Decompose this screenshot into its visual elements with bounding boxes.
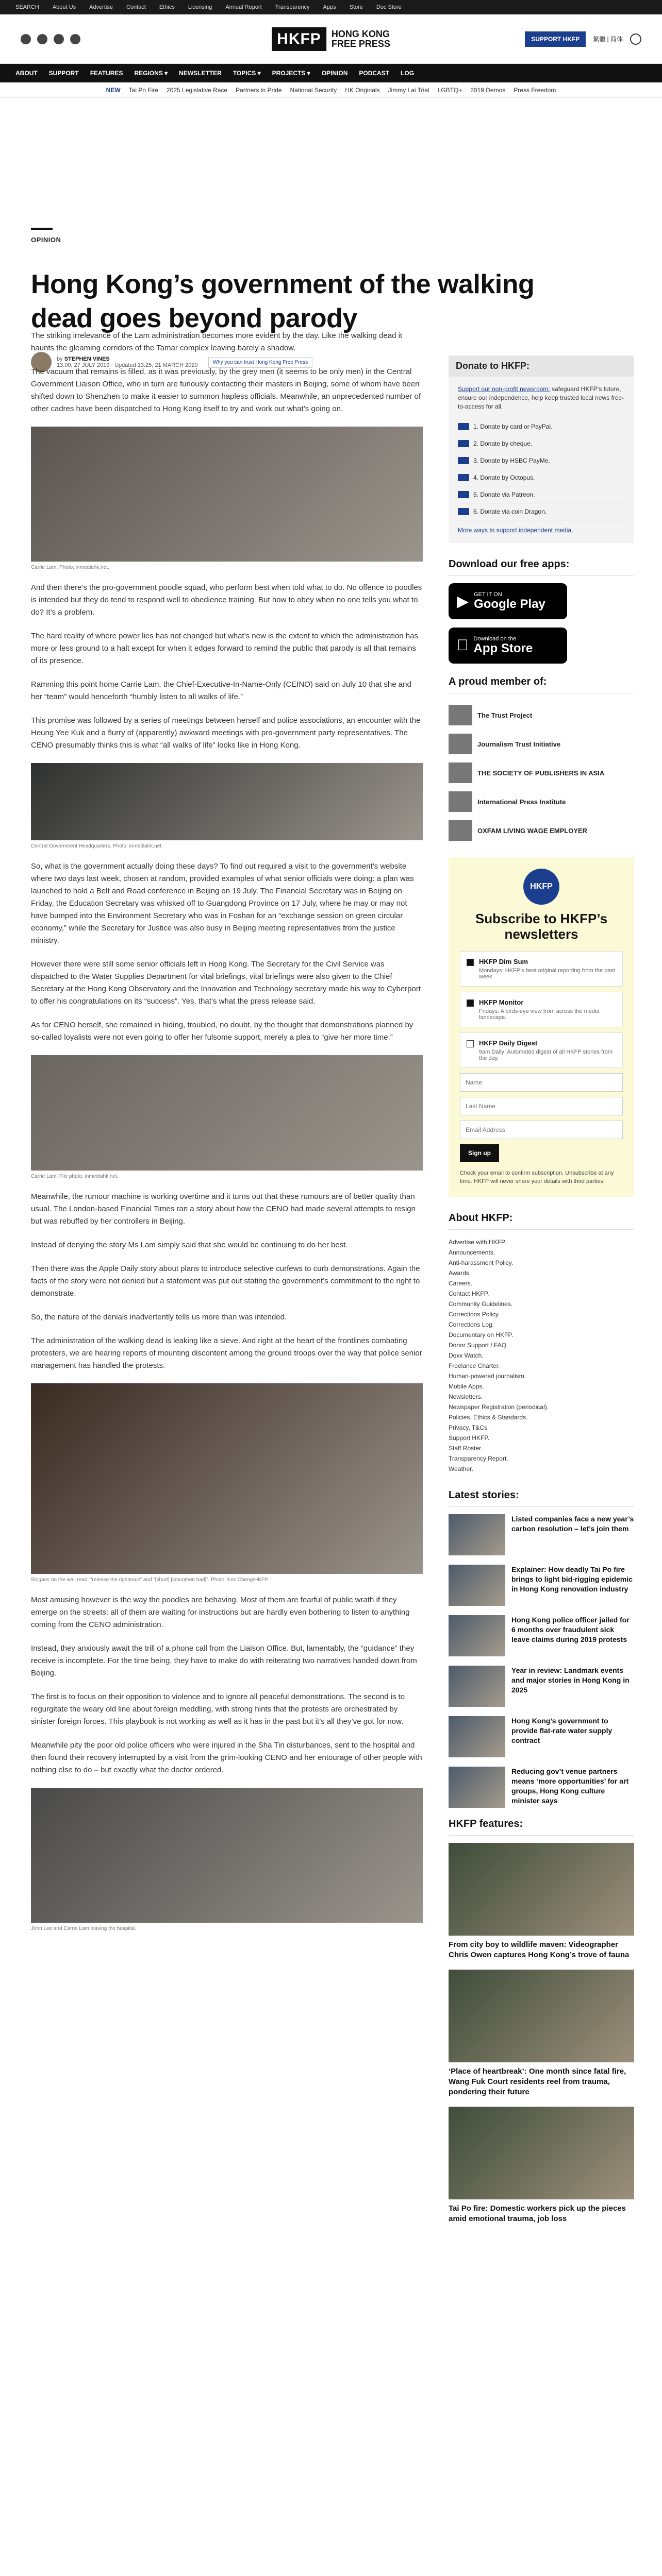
figure-caption: Slogans on the wall read: “release the righteous” and “[short] [smoothen bad]”. Photo: Kris Cheng/HKFP.: [31, 1577, 269, 1583]
name-input[interactable]: [460, 1073, 623, 1092]
about-link[interactable]: Contact HKFP.: [449, 1290, 489, 1297]
logo-line2: FREE PRESS: [331, 38, 390, 49]
member-name: International Press Institute: [477, 798, 566, 806]
article-paragraph: The vacuum that remains is filled, as it was previously, by the grey men (it seems to be only men) in the Central Government Liaison Office, who in turn are furiously contacting their masters in Beijing, some of whom have been shifted down to Shenzhen to make it easier to summon hapless officials. Meanwhile, an unprecedented number of other cadres have been dispatched to Hong Kong itself to try and work out what’s going on.: [31, 367, 421, 413]
newsletter-desc: 9am Daily: Automated digest of all HKFP stories from the day.: [479, 1049, 613, 1061]
about-title: About HKFP:: [449, 1212, 634, 1230]
article-figure: [31, 1788, 423, 1931]
masthead: [0, 14, 662, 64]
payment-icon: [458, 440, 469, 447]
feature-story[interactable]: [449, 1970, 634, 2097]
article-paragraph: However there were still some senior officials left in Hong Kong. The Secretary for the Civil Service was dispatched to the Water Supplies Department for vital briefings, vital briefings were also given to the Chief Secretary at the Hong Kong Observatory and the Innovation and Technology secretary made his way to Cyberport to offer his congratulations on its “success”. Yes, that’s what the press release said.: [31, 960, 421, 1006]
story-thumbnail[interactable]: [449, 1666, 505, 1707]
topbar-link[interactable]: SEARCH: [15, 4, 39, 10]
article-photo: [31, 427, 423, 562]
about-link[interactable]: Corrections Policy.: [449, 1311, 500, 1318]
donate-intro-text: safeguard HKFP’s future, ensure our independence, help keep trusted local news free-to-access for all.: [458, 385, 624, 410]
more-ways-link[interactable]: More ways to support independent media.: [458, 527, 573, 534]
about-link[interactable]: Human-powered journalism.: [449, 1372, 526, 1380]
article-headline: Hong Kong’s government of the walking dead goes beyond parody: [31, 269, 535, 333]
article-photo: [31, 1788, 423, 1923]
newsletter-checkbox[interactable]: [467, 1040, 474, 1047]
member-org[interactable]: [449, 701, 634, 730]
top-utility-bar: [0, 0, 662, 14]
apple-icon: [457, 637, 469, 654]
latest-story[interactable]: [449, 1767, 634, 1808]
about-link[interactable]: Mobile Apps.: [449, 1383, 484, 1390]
subnav-link[interactable]: Jimmy Lai Trial: [388, 86, 429, 94]
latest-title: Latest stories:: [449, 1489, 634, 1507]
about-link[interactable]: Support HKFP.: [449, 1434, 490, 1442]
account-icon[interactable]: [630, 33, 641, 45]
member-org[interactable]: [449, 758, 634, 787]
author-name[interactable]: STEPHEN VINES: [64, 356, 110, 362]
nav-item[interactable]: ABOUT: [15, 70, 38, 77]
payment-icon: [458, 457, 469, 464]
member-logo-icon: [449, 791, 472, 812]
subnav-link[interactable]: Press Freedom: [514, 86, 556, 94]
article-paragraph: The hard reality of where power lies has not changed but what’s new is the extent to which the administration has more or less ground to a halt except for when it edges forward to remind the public that parody is all that remains of its presence.: [31, 632, 418, 665]
nav-item[interactable]: REGIONS ▾: [134, 70, 168, 77]
story-title[interactable]: Reducing gov’t venue partners means ‘more opportunities’ for art groups, Hong Kong culture minister says: [511, 1767, 629, 1805]
logo-mark: HKFP: [272, 27, 326, 51]
language-switcher[interactable]: 繁體 | 简体: [593, 36, 623, 43]
donate-option[interactable]: [458, 469, 625, 486]
latest-story[interactable]: [449, 1565, 634, 1606]
sidebar: [449, 355, 634, 2233]
member-name: THE SOCIETY OF PUBLISHERS IN ASIA: [477, 769, 605, 777]
feature-title[interactable]: Tai Po fire: Domestic workers pick up the pieces amid emotional trauma, job loss: [449, 2204, 626, 2223]
donate-option[interactable]: [458, 503, 625, 520]
new-label: NEW: [106, 86, 121, 94]
about-link[interactable]: Weather.: [449, 1465, 473, 1472]
donate-option-label: 3. Donate by HSBC PayMe.: [473, 457, 550, 464]
feature-image[interactable]: [449, 1970, 634, 2062]
member-logo-icon: [449, 820, 472, 841]
donate-option-label: 2. Donate by cheque.: [473, 440, 533, 447]
donate-intro-link[interactable]: Support our non-profit newsroom:: [458, 385, 550, 393]
article-figure: [31, 427, 423, 570]
donate-option-label: 6. Donate via coin Dragon.: [473, 508, 547, 515]
about-link[interactable]: Transparency Report.: [449, 1455, 508, 1462]
about-link[interactable]: Newspaper Registration (periodical).: [449, 1403, 549, 1411]
logo-line1: HONG KONG: [331, 28, 390, 39]
features-title: HKFP features:: [449, 1818, 634, 1836]
subnav-link[interactable]: LGBTQ+: [437, 86, 462, 94]
newsletter-name: HKFP Dim Sum: [479, 958, 528, 965]
figure-caption: Central Government Headquarters. Photo: inmediahk.net.: [31, 843, 163, 849]
about-link[interactable]: Corrections Log.: [449, 1321, 494, 1328]
about-link[interactable]: Documentary on HKFP.: [449, 1331, 514, 1338]
topbar-link[interactable]: Ethics: [159, 4, 175, 10]
topbar-link[interactable]: About Us: [52, 4, 76, 10]
donate-box: [449, 355, 634, 543]
nav-item[interactable]: SUPPORT: [48, 70, 79, 77]
last-name-input[interactable]: [460, 1097, 623, 1115]
figure-caption: Carrie Lam. Photo: inmediahk.net.: [31, 565, 109, 570]
feature-title[interactable]: ‘Place of heartbreak’: One month since fatal fire, Wang Fuk Court residents reel from trauma, pondering their future: [449, 2067, 626, 2096]
about-link[interactable]: Careers.: [449, 1280, 473, 1287]
about-link[interactable]: Staff Roster.: [449, 1445, 483, 1452]
member-org[interactable]: [449, 816, 634, 845]
story-title[interactable]: Hong Kong’s government to provide flat-rate water supply contract: [511, 1717, 613, 1744]
article-paragraph: Instead, they anxiously await the trill of a phone call from the Liaison Office. But, lamentably, the “guidance” they receive is incomplete. For the time being, they have to make do with reiterating two narratives handed down from Beijing.: [31, 1644, 417, 1677]
newsletter-option[interactable]: [460, 1032, 623, 1068]
social-icons: [21, 34, 80, 44]
payment-icon: [458, 491, 469, 498]
article-paragraph: The striking irrelevance of the Lam administration becomes more evident by the day. Like the walking dead it haunts the gleaming corridors of the Tamar complex leaving barely a shadow.: [31, 331, 403, 352]
newsletter-option[interactable]: [460, 992, 623, 1027]
latest-story[interactable]: [449, 1514, 634, 1555]
newsletter-logo: HKFP: [523, 869, 559, 905]
about-link[interactable]: Advertise with HKFP.: [449, 1239, 506, 1246]
member-org[interactable]: [449, 730, 634, 758]
signup-button[interactable]: Sign up: [460, 1144, 499, 1162]
subnav-link[interactable]: National Security: [290, 86, 337, 94]
article-figure: [31, 1055, 423, 1179]
main-nav: [0, 64, 662, 82]
feature-title[interactable]: From city boy to wildlife maven: Videographer Chris Owen captures Hong Kong’s trove of fauna: [449, 1940, 630, 1959]
email-input[interactable]: [460, 1121, 623, 1139]
newsletter-name: HKFP Daily Digest: [479, 1039, 538, 1047]
nav-item[interactable]: TOPICS ▾: [233, 70, 261, 77]
article-photo: [31, 763, 423, 840]
topbar-link[interactable]: Store: [349, 4, 363, 10]
topbar-link[interactable]: Doc Store: [376, 4, 402, 10]
member-name: OXFAM LIVING WAGE EMPLOYER: [477, 826, 588, 835]
feature-image[interactable]: [449, 2107, 634, 2199]
latest-story[interactable]: [449, 1716, 634, 1757]
story-thumbnail[interactable]: [449, 1716, 505, 1757]
latest-story[interactable]: [449, 1666, 634, 1707]
twitter-icon[interactable]: [37, 34, 47, 44]
about-link[interactable]: Newsletters.: [449, 1393, 483, 1400]
newsletter-desc: Mondays: HKFP’s best original reporting from the past week.: [479, 968, 615, 980]
article-photo: [31, 1383, 423, 1574]
article-paragraph: The first is to focus on their opposition to violence and to ignore all peaceful demonstrations. The second is to regurgitate the weary old line about foreign meddling, with strong hints that the protests are orchestrated by sinister foreign forces. This playbook is not working as well as it has in the past but it’s all they’ve got for now.: [31, 1692, 405, 1726]
support-hkfp-button[interactable]: SUPPORT HKFP: [525, 31, 586, 47]
newsletter-checkbox[interactable]: [467, 959, 474, 966]
donate-option-label: 4. Donate by Octopus.: [473, 474, 535, 481]
nav-item[interactable]: OPINION: [321, 70, 348, 77]
about-link[interactable]: Doxx Watch.: [449, 1352, 484, 1359]
article-paragraph: So, the nature of the denials inadvertently tells us more than was intended.: [31, 1313, 287, 1321]
play-small: GET IT ON: [474, 591, 502, 598]
about-link[interactable]: Policies, Ethics & Standards.: [449, 1414, 528, 1421]
member-name: The Trust Project: [477, 711, 533, 719]
story-thumbnail[interactable]: [449, 1615, 505, 1656]
play-big: Google Play: [474, 597, 545, 611]
section-label[interactable]: OPINION: [31, 236, 61, 244]
byline: by STEPHEN VINES 13:00, 27 JULY 2019 · Updated 13:25, 21 MARCH 2020 Why you can trust Hong Kong Free Press: [31, 352, 631, 372]
topbar-link[interactable]: Transparency: [275, 4, 310, 10]
donate-intro: [458, 385, 625, 411]
about-link[interactable]: Anti-harassment Policy.: [449, 1259, 514, 1266]
feature-image[interactable]: [449, 1843, 634, 1936]
subnav-link[interactable]: Partners in Pride: [236, 86, 282, 94]
nav-item[interactable]: PROJECTS ▾: [272, 70, 310, 77]
app-store-button[interactable]: [449, 628, 567, 664]
subnav-link[interactable]: Tai Po Fire: [128, 86, 159, 94]
subnav-link[interactable]: HK Originals: [345, 86, 380, 94]
article-photo: [31, 1055, 423, 1171]
article-paragraph: And then there’s the pro-government poodle squad, who perform best when told what to do. No offence to poodles is intended but they do tend to respond well to obedience training. But how to obey when no one tells you what to do? It’s a problem.: [31, 583, 422, 617]
member-name: Journalism Trust Initiative: [477, 740, 561, 748]
donate-option[interactable]: [458, 418, 625, 435]
story-title[interactable]: Listed companies face a new year’s carbon resolution – let’s join them: [511, 1515, 634, 1533]
apple-small: Download on the: [462, 636, 505, 642]
donate-title: Donate to HKFP:: [449, 355, 634, 377]
topbar-link[interactable]: Contact: [126, 4, 146, 10]
member-logo-icon: [449, 762, 472, 783]
donate-option[interactable]: [458, 486, 625, 503]
article-paragraph: The administration of the walking dead is leaking like a sieve. And right at the heart of the frontlines combating protesters, we are hearing reports of mounting discontent among the ground troops over the way that police senior management has handled the protests.: [31, 1336, 422, 1370]
payment-icon: [458, 423, 469, 430]
about-link[interactable]: Announcements.: [449, 1249, 495, 1256]
article-dates: 13:00, 27 JULY 2019 · Updated 13:25, 21 MARCH 2020: [57, 362, 198, 368]
about-link[interactable]: Privacy, T&Cs.: [449, 1424, 489, 1431]
payment-icon: [458, 508, 469, 515]
newsletter-checkbox[interactable]: [467, 999, 474, 1007]
nav-item[interactable]: NEWSLETTER: [179, 70, 222, 77]
newsletter-title: Subscribe to HKFP’s newsletters: [475, 911, 608, 942]
donate-option-label: 1. Donate by card or PayPal.: [473, 423, 553, 430]
about-link[interactable]: Donor Support / FAQ.: [449, 1342, 508, 1349]
article-figure: [31, 763, 423, 849]
apple-big: App Store: [462, 641, 521, 655]
latest-story[interactable]: [449, 1615, 634, 1656]
article-paragraph: Ramming this point home Carrie Lam, the Chief-Executive-In-Name-Only (CEINO) said on July 10 that she and her “team” would henceforth “humbly listen to all walks of life.”: [31, 680, 411, 701]
topbar-link[interactable]: Licensing: [188, 4, 212, 10]
story-thumbnail[interactable]: [449, 1514, 505, 1555]
article-paragraph: Instead of denying the story Ms Lam simply said that she would be continuing to do her best.: [31, 1241, 348, 1249]
feature-story[interactable]: [449, 1843, 634, 1960]
newsletter-name: HKFP Monitor: [479, 998, 524, 1006]
member-org[interactable]: [449, 787, 634, 816]
story-title[interactable]: Hong Kong police officer jailed for 6 months over fraudulent sick leave claims during 2019 protests: [511, 1616, 630, 1643]
article-paragraph: Meanwhile, the rumour machine is working overtime and it turns out that these rumours are of better quality than usual. The London-based Financial Times ran a story about how the CENO had made several attempts to resign but was rebuffed by her controllers in Beijing.: [31, 1192, 416, 1226]
story-title[interactable]: Year in review: Landmark events and major stories in Hong Kong in 2025: [511, 1666, 630, 1694]
newsletter-note: Check your email to confirm subscription. Unsubscribe at any time. HKFP will never share your details with third parties.: [460, 1170, 614, 1184]
topbar-link[interactable]: Advertise: [89, 4, 113, 10]
article-body: [31, 330, 423, 1943]
about-link[interactable]: Community Guidelines.: [449, 1300, 513, 1308]
apps-title: Download our free apps:: [449, 558, 634, 576]
member-logo-icon: [449, 734, 472, 754]
nav-item[interactable]: FEATURES: [90, 70, 123, 77]
donate-option[interactable]: [458, 435, 625, 452]
figure-caption: Carrie Lam. File photo: inmediahk.net.: [31, 1174, 119, 1179]
about-link[interactable]: Freelance Charter.: [449, 1362, 500, 1369]
article-figure: [31, 1383, 423, 1583]
nav-item[interactable]: LOG: [401, 70, 415, 77]
article-paragraph: So, what is the government actually doing these days? To find out required a visit to the government’s website where two days last week, chosen at random, provided examples of what senior officials were doing: a plan was launched to hold a Belt and Road conference in Beijing on 19 July. The Financial Secretary was in Beijing on Friday, the Education Secretary was whisked off to Guangdong Province on 17 July, where he may or may not have bumped into the Environment Secretary who was in Foshan for an “exchange session on green circular economy,” while the Secretary for Justice was also busy in Beijing meeting representatives from the justice ministry.: [31, 862, 414, 945]
member-logo-icon: [449, 705, 472, 725]
nav-item[interactable]: PODCAST: [359, 70, 390, 77]
google-play-button[interactable]: [449, 583, 567, 619]
logo-wordmark: [332, 29, 390, 49]
about-list: [449, 1237, 634, 1474]
figure-caption: John Lee and Carrie Lam leaving the hospital.: [31, 1926, 137, 1931]
article-paragraph: Meanwhile pity the poor old police officers who were injured in the Sha Tin disturbances, sent to the hospital and then found their recovery interrupted by a visit from the grim-looking CENO and her entourage of other people with nothing else to do – but exactly what the doctor ordered.: [31, 1741, 422, 1774]
article-paragraph: Most amusing however is the way the poodles are behaving. Most of them are fearful of public wrath if they emerge on the streets: all of them are waiting for instructions but are hardly even bothering to listen to anything coming from the CENO administration.: [31, 1596, 410, 1629]
topbar-link[interactable]: Apps: [323, 4, 336, 10]
story-thumbnail[interactable]: [449, 1767, 505, 1808]
article-paragraph: As for CENO herself, she remained in hiding, troubled, no doubt, by the thought that demonstrations planned by so-called loyalists were not even going to offer her fulsome support, merely a plea to “give her more time.”: [31, 1021, 413, 1042]
newsletter-desc: Fridays: A birds-eye view from across the media landscape.: [479, 1008, 600, 1021]
play-store-icon: ▶: [457, 592, 469, 610]
trust-link[interactable]: Why you can trust Hong Kong Free Press: [208, 357, 313, 368]
newsletter-option[interactable]: [460, 951, 623, 987]
story-title[interactable]: Explainer: How deadly Tai Po fire brings to light bid-rigging epidemic in Hong Kong renovation industry: [511, 1565, 633, 1593]
instagram-icon[interactable]: [54, 34, 64, 44]
site-logo[interactable]: [272, 27, 390, 51]
topbar-link[interactable]: Annual Report: [225, 4, 262, 10]
donate-option-label: 5. Donate via Patreon.: [473, 491, 535, 498]
youtube-icon[interactable]: [70, 34, 80, 44]
article-paragraph: Then there was the Apple Daily story about plans to introduce selective curfews to curb demonstrations. Again the facts of the story were not denied but a statement was put out stating the government’s commitment to the right to demonstrate.: [31, 1264, 420, 1298]
feature-story[interactable]: [449, 2107, 634, 2224]
member-title: A proud member of:: [449, 676, 634, 693]
newsletter-box: [449, 857, 634, 1197]
facebook-icon[interactable]: [21, 34, 31, 44]
section-rule: [31, 228, 53, 230]
donate-option[interactable]: [458, 452, 625, 469]
subnav-link[interactable]: 2019 Demos: [470, 86, 506, 94]
payment-icon: [458, 474, 469, 481]
about-link[interactable]: Awards.: [449, 1269, 471, 1277]
article-paragraph: This promise was followed by a series of meetings between herself and police associations, an encounter with the Heung Yee Kuk and a flurry of (apparently) awkward meetings with pro-government party representatives. The CENO presumably thinks this is what “all walks of life” looks like in Hong Kong.: [31, 716, 421, 750]
story-thumbnail[interactable]: [449, 1565, 505, 1606]
sub-nav: [0, 82, 662, 98]
subnav-link[interactable]: 2025 Legislative Race: [167, 86, 228, 94]
